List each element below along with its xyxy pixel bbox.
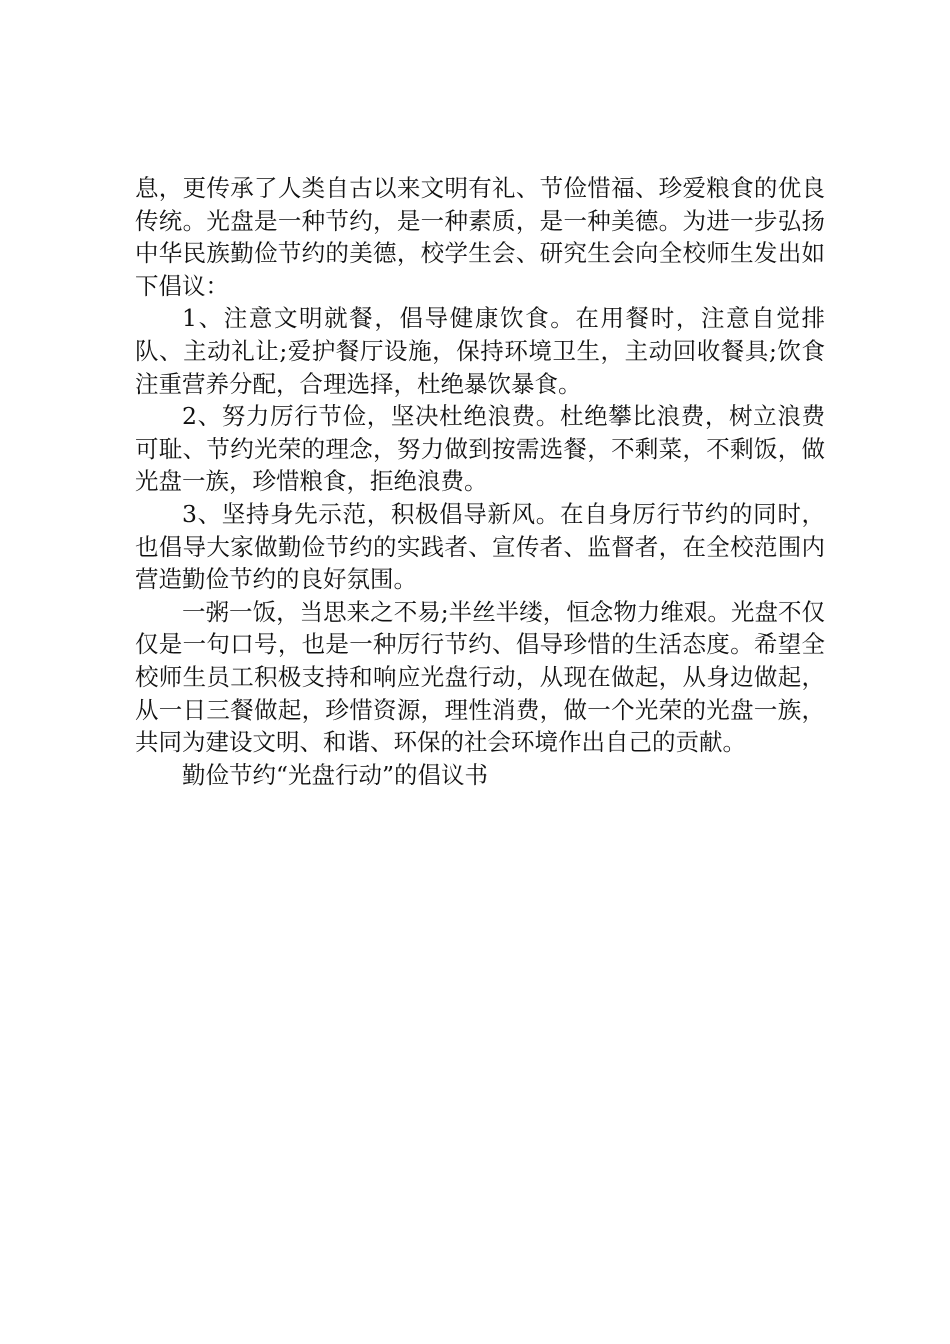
paragraph-closing: 一粥一饭，当思来之不易;半丝半缕，恒念物力维艰。光盘不仅仅是一句口号，也是一种厉行节约、倡导珍惜的生活态度。希望全校师生员工积极支持和响应光盘行动，从现在做起，从身边做起，从一日三餐做起，珍惜资源，理性消费，做一个光荣的光盘一族，共同为建设文明、和谐、环保的社会环境作出自己的贡献。 (135, 597, 825, 757)
paragraph-intro: 息，更传承了人类自古以来文明有礼、节俭惜福、珍爱粮食的优良传统。光盘是一种节约，是一种素质，是一种美德。为进一步弘扬中华民族勤俭节约的美德，校学生会、研究生会向全校师生发出如下倡议： (135, 174, 825, 300)
paragraph-proposal-1: 1、注意文明就餐，倡导健康饮食。在用餐时，注意自觉排队、主动礼让;爱护餐厅设施，保持环境卫生，主动回收餐具;饮食注重营养分配，合理选择，杜绝暴饮暴食。 (135, 304, 825, 398)
document-body (135, 172, 825, 791)
paragraph-proposal-3: 3、坚持身先示范，积极倡导新风。在自身厉行节约的同时，也倡导大家做勤俭节约的实践者、宣传者、监督者，在全校范围内营造勤俭节约的良好氛围。 (135, 499, 825, 594)
paragraph-proposal-2: 2、努力厉行节俭，坚决杜绝浪费。杜绝攀比浪费，树立浪费可耻、节约光荣的理念，努力做到按需选餐，不剩菜，不剩饭，做光盘一族，珍惜粮食，拒绝浪费。 (135, 402, 825, 496)
document-title-line: 勤俭节约“光盘行动”的倡议书 (182, 760, 489, 789)
